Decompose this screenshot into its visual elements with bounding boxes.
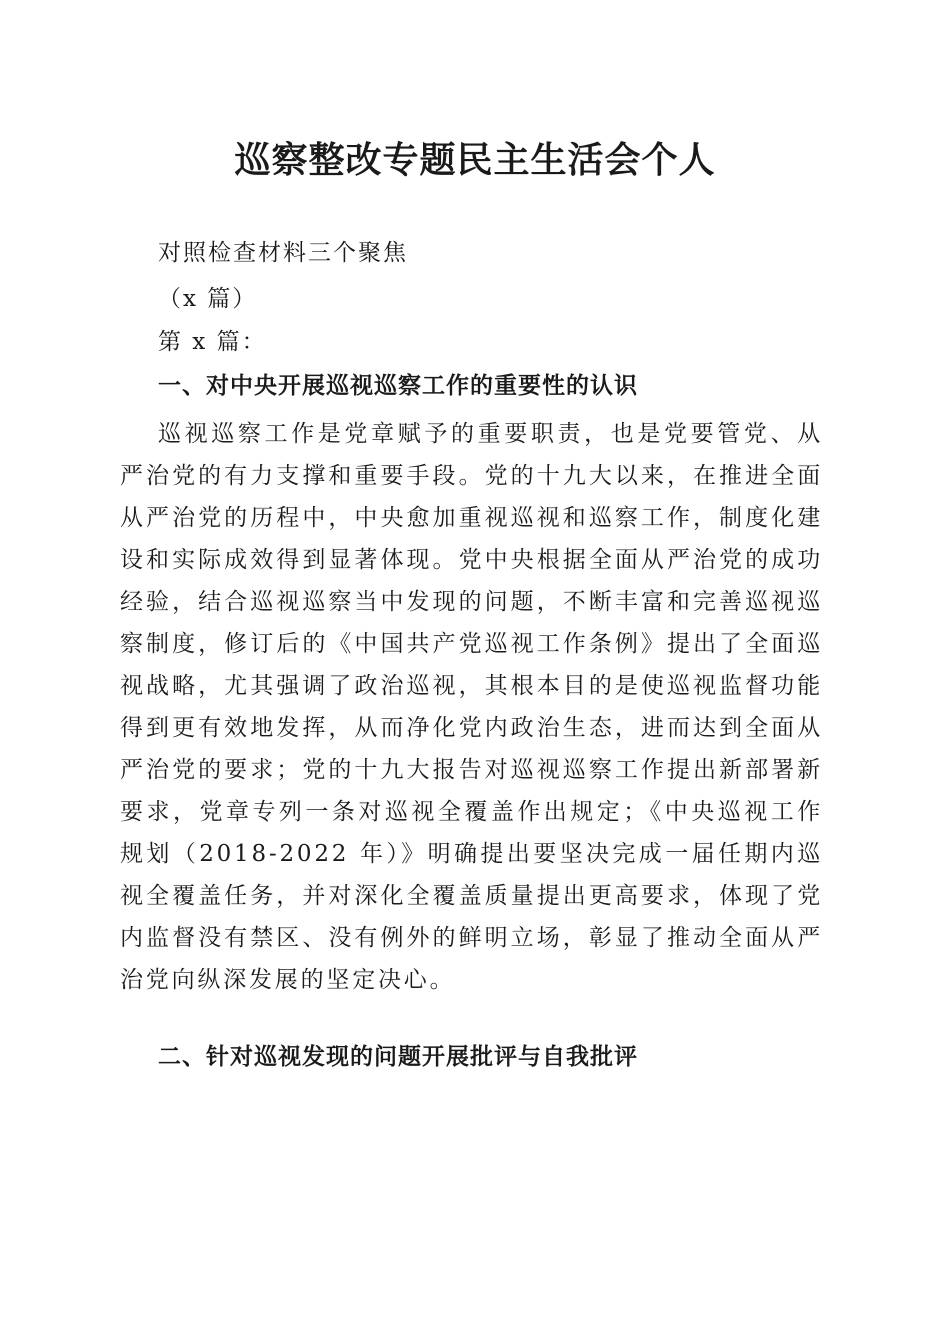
section-heading-1: 一、对中央开展巡视巡察工作的重要性的认识: [158, 372, 638, 399]
document-title: 巡察整改专题民主生活会个人: [234, 139, 716, 181]
section-label: 第 x 篇：: [158, 329, 267, 355]
volume-note: （x 篇）: [158, 286, 258, 312]
document-subtitle: 对照检查材料三个聚焦: [158, 240, 408, 266]
body-paragraph: 巡视巡察工作是党章赋予的重要职责，也是党要管党、从严治党的有力支撑和重要手段。党的十九大以来，在推进全面从严治党的历程中，中央愈加重视巡视和巡察工作，制度化建设和实际成效得到显著体现。党中央根据全面从严治党的成功经验，结合巡视巡察当中发现的问题，不断丰富和完善巡视巡察制度，修订后的《中国共产党巡视工作条例》提出了全面巡视战略，尤其强调了政治巡视，其根本目的是使巡视监督功能得到更有效地发挥，从而净化党内政治生态，进而达到全面从严治党的要求；党的十九大报告对巡视巡察工作提出新部署新要求，党章专列一条对巡视全覆盖作出规定；《中央巡视工作规划（2018-2022 年）》明确提出要坚决完成一届任期内巡视全覆盖任务，并对深化全覆盖质量提出更高要求，体现了党内监督没有禁区、没有例外的鲜明立场，彰显了推动全面从严治党向纵深发展的坚定决心。: [120, 421, 823, 993]
section-heading-2: 二、针对巡视发现的问题开展批评与自我批评: [158, 1043, 638, 1070]
